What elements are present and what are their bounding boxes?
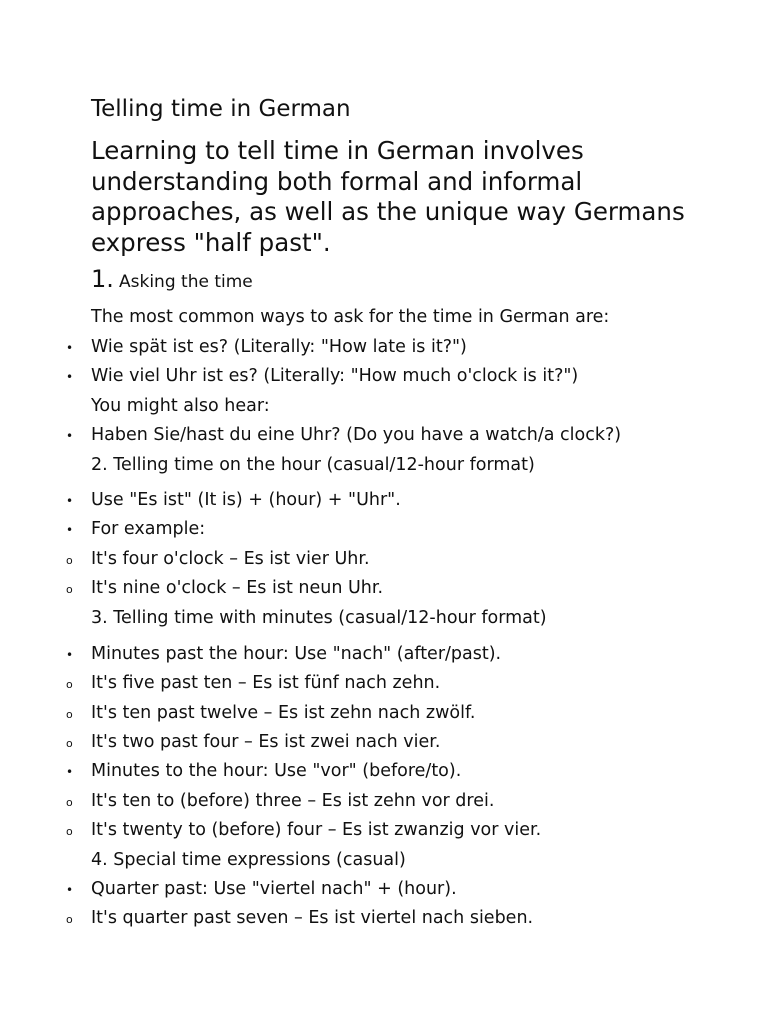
bullet-circle-icon [66, 578, 73, 602]
list-item: For example: [91, 519, 206, 539]
section-heading-with-minutes: 3. Telling time with minutes (casual/12-hour format) [91, 608, 547, 628]
bullet-circle-icon [66, 673, 73, 697]
list-item: Use "Es ist" (It is) + (hour) + "Uhr". [91, 490, 401, 510]
paragraph-line: The most common ways to ask for the time in German are: [91, 307, 610, 327]
bullet-disc-icon [66, 878, 73, 903]
intro-paragraph: Learning to tell time in German involves understanding both formal and informal approaches, as well as the unique way Germans express "half past". [91, 136, 685, 257]
list-item: It's ten to (before) three – Es ist zehn vor drei. [91, 791, 495, 811]
list-item: It's nine o'clock – Es ist neun Uhr. [91, 578, 384, 598]
document-title: Telling time in German [91, 96, 351, 122]
paragraph-line: You might also hear: [91, 396, 270, 416]
bullet-circle-icon [66, 703, 73, 727]
list-item: Minutes to the hour: Use "vor" (before/to). [91, 761, 462, 781]
bullet-circle-icon [66, 549, 73, 573]
list-item: Haben Sie/hast du eine Uhr? (Do you have a watch/a clock?) [91, 425, 622, 445]
bullet-circle-icon [66, 732, 73, 756]
bullet-disc-icon [66, 643, 73, 668]
list-item: It's two past four – Es ist zwei nach vier. [91, 732, 441, 752]
bullet-disc-icon [66, 365, 73, 390]
list-item: It's quarter past seven – Es ist viertel nach sieben. [91, 908, 534, 928]
bullet-circle-icon [66, 791, 73, 815]
list-item: Minutes past the hour: Use "nach" (after/past). [91, 644, 502, 664]
list-item: Wie spät ist es? (Literally: "How late is it?") [91, 337, 467, 357]
bullet-circle-icon [66, 908, 73, 932]
list-item: Wie viel Uhr ist es? (Literally: "How much o'clock is it?") [91, 366, 579, 386]
list-item: It's ten past twelve – Es ist zehn nach zwölf. [91, 703, 476, 723]
bullet-disc-icon [66, 518, 73, 543]
bullet-disc-icon [66, 760, 73, 785]
section-heading-on-the-hour: 2. Telling time on the hour (casual/12-hour format) [91, 455, 535, 475]
list-item: It's twenty to (before) four – Es ist zwanzig vor vier. [91, 820, 542, 840]
list-item: Quarter past: Use "viertel nach" + (hour). [91, 879, 457, 899]
bullet-disc-icon [66, 489, 73, 514]
bullet-disc-icon [66, 424, 73, 449]
list-item: It's four o'clock – Es ist vier Uhr. [91, 549, 370, 569]
bullet-circle-icon [66, 820, 73, 844]
section-heading-asking-time [91, 264, 253, 297]
section-heading-text: Asking the time [119, 272, 253, 292]
section-heading-special-expressions: 4. Special time expressions (casual) [91, 850, 406, 870]
section-number: 1. [91, 265, 114, 293]
bullet-disc-icon [66, 336, 73, 361]
list-item: It's five past ten – Es ist fünf nach zehn. [91, 673, 441, 693]
